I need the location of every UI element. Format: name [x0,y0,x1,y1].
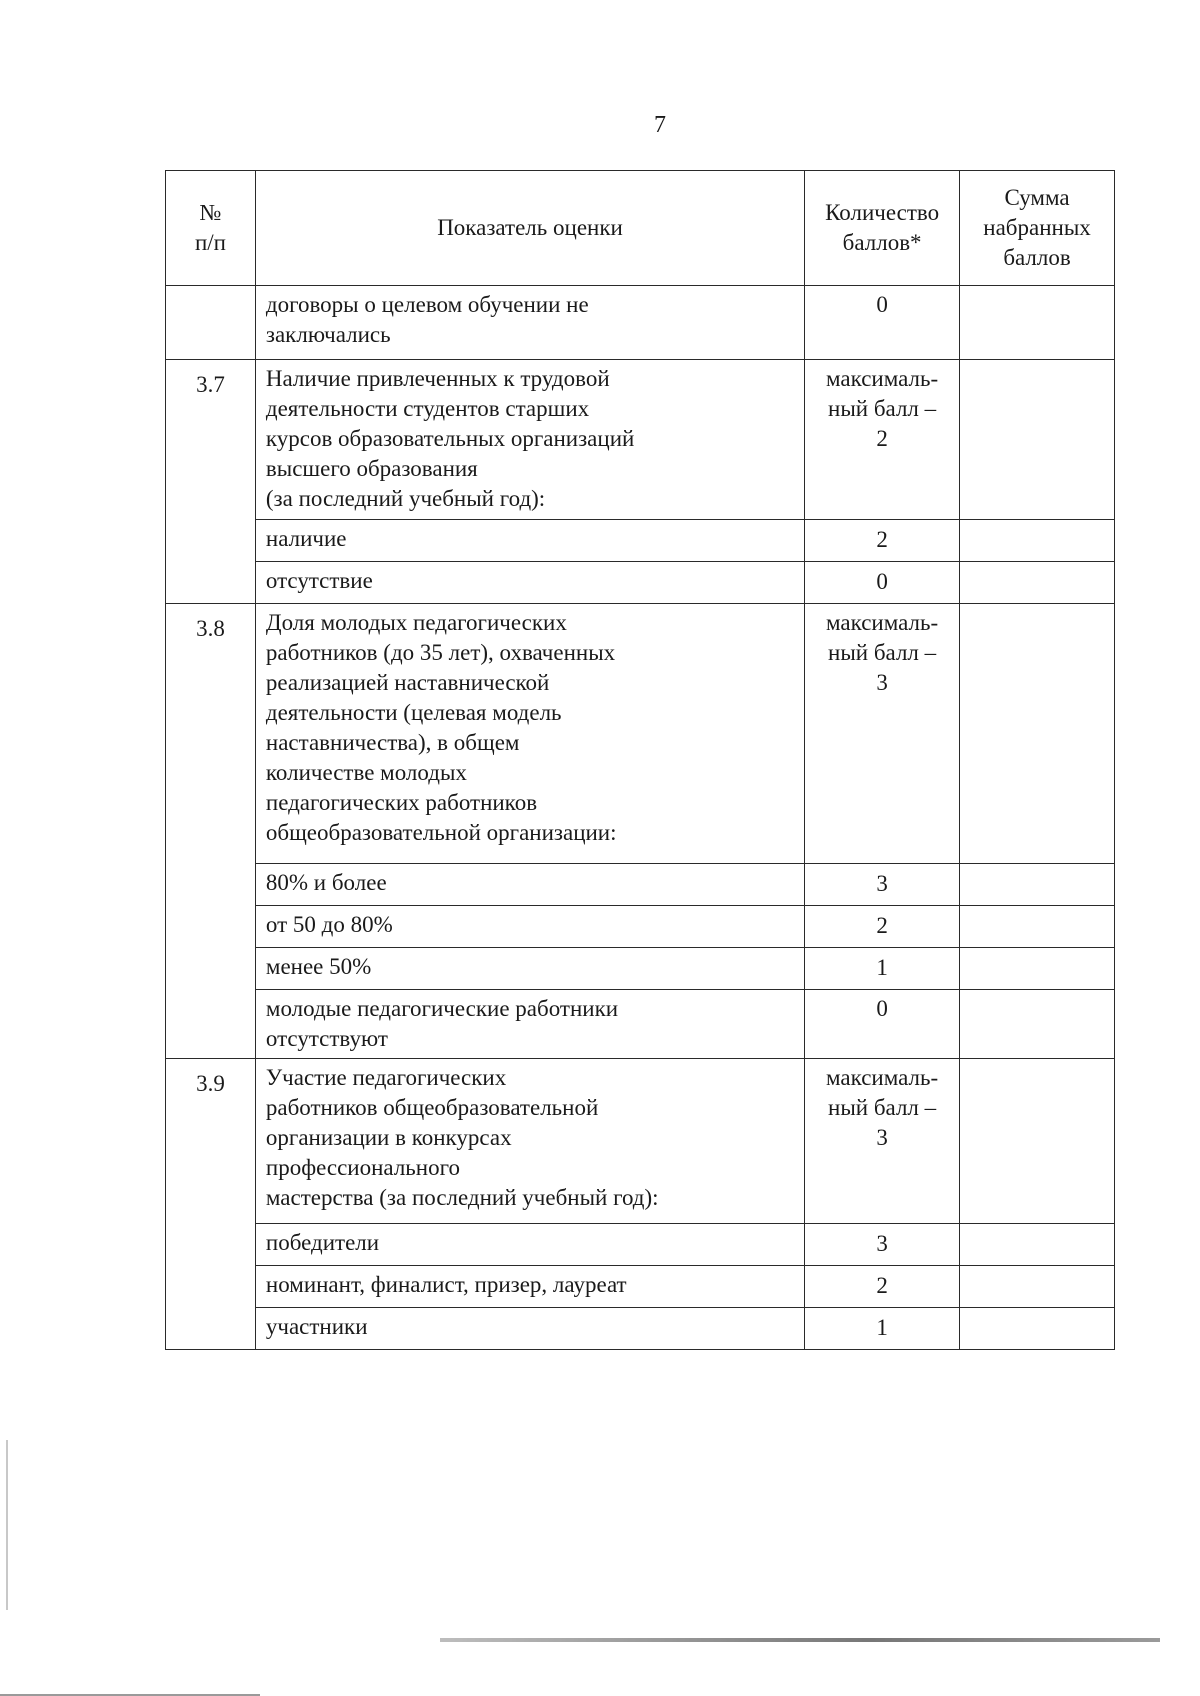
row-indicator: Наличие привлеченных к трудовой деятельности студентов старших курсов образовательных организаций высшего образования (за последний учебный год): [255,360,804,520]
row-indicator: от 50 до 80% [255,906,804,948]
row-number: 3.7 [166,360,256,604]
evaluation-table [165,170,1115,1350]
table-row [166,604,1115,864]
table-row [166,990,1115,1059]
row-points: 3 [805,864,960,906]
table-row [166,562,1115,604]
row-points: 0 [805,286,960,360]
table-row [166,1308,1115,1350]
row-number: 3.8 [166,604,256,1059]
row-points: 0 [805,990,960,1059]
row-sum-cell [960,1224,1115,1266]
row-indicator: 80% и более [255,864,804,906]
row-sum-cell [960,864,1115,906]
row-sum-cell [960,948,1115,990]
row-points: 2 [805,520,960,562]
row-points: 2 [805,1266,960,1308]
row-points: максималь- ный балл – 3 [805,604,960,864]
row-indicator: менее 50% [255,948,804,990]
scan-artifact-mark [6,1440,8,1610]
table-row [166,1224,1115,1266]
row-indicator: участники [255,1308,804,1350]
scan-artifact-line [440,1638,1160,1642]
table-row [166,864,1115,906]
row-sum-cell [960,1308,1115,1350]
row-indicator: молодые педагогические работники отсутствуют [255,990,804,1059]
row-points: максималь- ный балл – 3 [805,1059,960,1224]
row-indicator: номинант, финалист, призер, лауреат [255,1266,804,1308]
row-indicator: договоры о целевом обучении не заключались [255,286,804,360]
row-sum-cell [960,1266,1115,1308]
row-indicator: Доля молодых педагогических работников (до 35 лет), охваченных реализацией наставнической деятельности (целевая модель наставничества), в общем количестве молодых педагогических работников общеобразовательной организации: [255,604,804,864]
row-points: 1 [805,1308,960,1350]
header-number: № п/п [166,171,256,286]
table-row [166,360,1115,520]
header-points: Количество баллов* [805,171,960,286]
row-sum-cell [960,1059,1115,1224]
table-row [166,906,1115,948]
table-row [166,1266,1115,1308]
table-row [166,286,1115,360]
row-indicator: отсутствие [255,562,804,604]
row-points: 3 [805,1224,960,1266]
header-sum: Сумма набранных баллов [960,171,1115,286]
row-indicator: победители [255,1224,804,1266]
row-indicator: Участие педагогических работников общеобразовательной организации в конкурсах профессионального мастерства (за последний учебный год): [255,1059,804,1224]
row-number [166,286,256,360]
row-sum-cell [960,562,1115,604]
table-row [166,1059,1115,1224]
table-row [166,948,1115,990]
row-points: 2 [805,906,960,948]
row-points: 0 [805,562,960,604]
table-row [166,520,1115,562]
row-sum-cell [960,990,1115,1059]
row-points: 1 [805,948,960,990]
row-sum-cell [960,906,1115,948]
row-points: максималь- ный балл – 2 [805,360,960,520]
page-number: 7 [654,112,666,138]
header-indicator: Показатель оценки [255,171,804,286]
row-sum-cell [960,604,1115,864]
row-number: 3.9 [166,1059,256,1350]
row-sum-cell [960,286,1115,360]
row-sum-cell [960,520,1115,562]
row-sum-cell [960,360,1115,520]
row-indicator: наличие [255,520,804,562]
table-header-row [166,171,1115,286]
